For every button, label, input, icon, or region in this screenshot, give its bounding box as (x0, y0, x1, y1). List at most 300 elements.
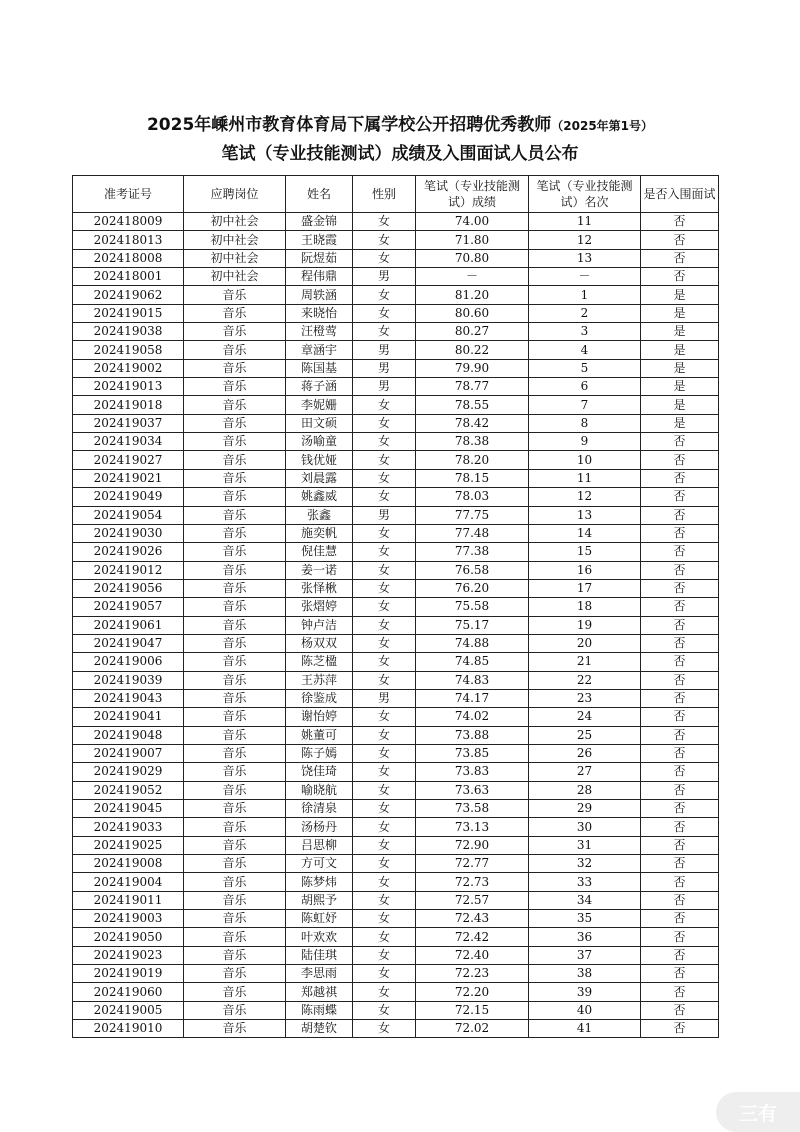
cell-name: 姜一诺 (286, 561, 353, 579)
cell-rank: 13 (529, 506, 641, 524)
cell-gender: 女 (353, 213, 416, 231)
cell-name: 施奕帆 (286, 524, 353, 542)
cell-gender: 女 (353, 965, 416, 983)
cell-gender: 女 (353, 231, 416, 249)
table-row (73, 634, 719, 652)
cell-exam-id: 202419061 (73, 616, 184, 634)
cell-score: 74.00 (416, 213, 529, 231)
cell-gender: 女 (353, 983, 416, 1001)
table-row (73, 616, 719, 634)
cell-gender: 女 (353, 653, 416, 671)
cell-interview: 是 (641, 341, 719, 359)
cell-gender: 女 (353, 561, 416, 579)
cell-interview: 否 (641, 689, 719, 707)
cell-exam-id: 202418013 (73, 231, 184, 249)
table-row (73, 268, 719, 286)
cell-gender: 女 (353, 744, 416, 762)
cell-score: 71.80 (416, 231, 529, 249)
cell-score: － (416, 268, 529, 286)
cell-position: 音乐 (184, 781, 286, 799)
cell-position: 音乐 (184, 396, 286, 414)
title-suffix: （2025年第1号） (551, 119, 654, 133)
cell-name: 徐鉴成 (286, 689, 353, 707)
cell-score: 78.03 (416, 488, 529, 506)
cell-exam-id: 202419012 (73, 561, 184, 579)
cell-rank: 30 (529, 818, 641, 836)
cell-exam-id: 202419006 (73, 653, 184, 671)
cell-rank: 41 (529, 1020, 641, 1038)
cell-exam-id: 202419025 (73, 836, 184, 854)
cell-rank: 16 (529, 561, 641, 579)
cell-gender: 男 (353, 268, 416, 286)
cell-position: 音乐 (184, 359, 286, 377)
table-row (73, 946, 719, 964)
cell-position: 音乐 (184, 653, 286, 671)
cell-interview: 否 (641, 598, 719, 616)
table-row (73, 744, 719, 762)
title-line-2: 笔试（专业技能测试）成绩及入围面试人员公布 (221, 144, 579, 164)
cell-position: 音乐 (184, 726, 286, 744)
cell-name: 汤杨丹 (286, 818, 353, 836)
cell-rank: 4 (529, 341, 641, 359)
cell-rank: 27 (529, 763, 641, 781)
cell-score: 72.90 (416, 836, 529, 854)
cell-gender: 男 (353, 378, 416, 396)
table-row (73, 1020, 719, 1038)
cell-rank: 2 (529, 304, 641, 322)
cell-gender: 女 (353, 524, 416, 542)
cell-gender: 女 (353, 433, 416, 451)
cell-interview: 否 (641, 616, 719, 634)
cell-name: 王苏萍 (286, 671, 353, 689)
cell-exam-id: 202419056 (73, 579, 184, 597)
cell-interview: 是 (641, 286, 719, 304)
cell-score: 78.42 (416, 414, 529, 432)
cell-position: 初中社会 (184, 249, 286, 267)
cell-rank: 25 (529, 726, 641, 744)
table-row (73, 506, 719, 524)
cell-gender: 女 (353, 579, 416, 597)
cell-rank: 15 (529, 543, 641, 561)
cell-name: 汪橙莺 (286, 323, 353, 341)
cell-score: 77.75 (416, 506, 529, 524)
cell-score: 81.20 (416, 286, 529, 304)
header-rank: 笔试（专业技能测试）名次 (529, 176, 641, 213)
header-name: 姓名 (286, 176, 353, 213)
cell-position: 初中社会 (184, 268, 286, 286)
cell-name: 郑越祺 (286, 983, 353, 1001)
cell-name: 陈梦炜 (286, 873, 353, 891)
cell-interview: 是 (641, 378, 719, 396)
cell-rank: 20 (529, 634, 641, 652)
cell-name: 杨双双 (286, 634, 353, 652)
cell-exam-id: 202419057 (73, 598, 184, 616)
table-row (73, 763, 719, 781)
cell-exam-id: 202419027 (73, 451, 184, 469)
cell-position: 初中社会 (184, 213, 286, 231)
cell-score: 72.20 (416, 983, 529, 1001)
cell-exam-id: 202419010 (73, 1020, 184, 1038)
cell-gender: 男 (353, 689, 416, 707)
cell-position: 音乐 (184, 634, 286, 652)
cell-position: 音乐 (184, 561, 286, 579)
cell-score: 72.15 (416, 1001, 529, 1019)
cell-name: 陈雨蝶 (286, 1001, 353, 1019)
table-row (73, 524, 719, 542)
header-interview: 是否入围面试 (641, 176, 719, 213)
cell-position: 音乐 (184, 286, 286, 304)
cell-interview: 是 (641, 396, 719, 414)
cell-name: 陈国基 (286, 359, 353, 377)
cell-exam-id: 202419060 (73, 983, 184, 1001)
cell-position: 音乐 (184, 1001, 286, 1019)
table-row (73, 965, 719, 983)
cell-gender: 女 (353, 488, 416, 506)
cell-interview: 否 (641, 744, 719, 762)
cell-exam-id: 202419013 (73, 378, 184, 396)
table-row (73, 818, 719, 836)
cell-gender: 女 (353, 304, 416, 322)
cell-score: 74.83 (416, 671, 529, 689)
cell-rank: 1 (529, 286, 641, 304)
cell-position: 音乐 (184, 304, 286, 322)
table-row (73, 451, 719, 469)
cell-rank: 38 (529, 965, 641, 983)
table-row (73, 873, 719, 891)
table-row (73, 671, 719, 689)
cell-name: 汤喻童 (286, 433, 353, 451)
cell-exam-id: 202418009 (73, 213, 184, 231)
cell-score: 74.17 (416, 689, 529, 707)
cell-rank: 33 (529, 873, 641, 891)
cell-interview: 否 (641, 800, 719, 818)
table-row (73, 469, 719, 487)
cell-rank: 5 (529, 359, 641, 377)
cell-position: 音乐 (184, 910, 286, 928)
cell-score: 76.58 (416, 561, 529, 579)
cell-name: 盛金锦 (286, 213, 353, 231)
cell-interview: 否 (641, 268, 719, 286)
table-row (73, 855, 719, 873)
cell-rank: 18 (529, 598, 641, 616)
cell-exam-id: 202419008 (73, 855, 184, 873)
cell-score: 73.83 (416, 763, 529, 781)
cell-exam-id: 202419005 (73, 1001, 184, 1019)
cell-name: 姚董可 (286, 726, 353, 744)
cell-interview: 否 (641, 818, 719, 836)
cell-interview: 否 (641, 488, 719, 506)
cell-score: 72.77 (416, 855, 529, 873)
cell-position: 音乐 (184, 433, 286, 451)
cell-interview: 否 (641, 910, 719, 928)
cell-exam-id: 202419030 (73, 524, 184, 542)
cell-score: 77.38 (416, 543, 529, 561)
cell-score: 73.13 (416, 818, 529, 836)
cell-rank: 19 (529, 616, 641, 634)
cell-score: 73.63 (416, 781, 529, 799)
cell-rank: 3 (529, 323, 641, 341)
table-row (73, 1001, 719, 1019)
cell-gender: 女 (353, 543, 416, 561)
cell-exam-id: 202419039 (73, 671, 184, 689)
cell-rank: 37 (529, 946, 641, 964)
cell-gender: 女 (353, 323, 416, 341)
cell-exam-id: 202419002 (73, 359, 184, 377)
cell-score: 72.23 (416, 965, 529, 983)
cell-exam-id: 202419041 (73, 708, 184, 726)
cell-interview: 否 (641, 469, 719, 487)
cell-score: 74.02 (416, 708, 529, 726)
cell-interview: 是 (641, 359, 719, 377)
cell-exam-id: 202419049 (73, 488, 184, 506)
cell-rank: 26 (529, 744, 641, 762)
cell-exam-id: 202419003 (73, 910, 184, 928)
cell-interview: 否 (641, 983, 719, 1001)
cell-exam-id: 202419045 (73, 800, 184, 818)
cell-rank: 29 (529, 800, 641, 818)
cell-interview: 否 (641, 433, 719, 451)
cell-position: 音乐 (184, 891, 286, 909)
cell-exam-id: 202419034 (73, 433, 184, 451)
cell-interview: 否 (641, 506, 719, 524)
cell-interview: 否 (641, 524, 719, 542)
cell-score: 73.88 (416, 726, 529, 744)
cell-score: 78.38 (416, 433, 529, 451)
cell-gender: 女 (353, 414, 416, 432)
cell-score: 72.43 (416, 910, 529, 928)
cell-rank: 11 (529, 469, 641, 487)
cell-rank: 23 (529, 689, 641, 707)
table-row (73, 286, 719, 304)
table-row (73, 561, 719, 579)
table-row (73, 396, 719, 414)
cell-name: 王晓霞 (286, 231, 353, 249)
cell-gender: 男 (353, 506, 416, 524)
table-row (73, 433, 719, 451)
cell-interview: 否 (641, 451, 719, 469)
cell-name: 陈虹妤 (286, 910, 353, 928)
cell-name: 来晓怡 (286, 304, 353, 322)
cell-name: 叶欢欢 (286, 928, 353, 946)
cell-exam-id: 202419038 (73, 323, 184, 341)
cell-name: 刘晨露 (286, 469, 353, 487)
cell-position: 音乐 (184, 598, 286, 616)
table-row (73, 910, 719, 928)
cell-position: 音乐 (184, 855, 286, 873)
cell-interview: 否 (641, 873, 719, 891)
cell-rank: 21 (529, 653, 641, 671)
cell-score: 70.80 (416, 249, 529, 267)
cell-position: 音乐 (184, 543, 286, 561)
cell-position: 音乐 (184, 836, 286, 854)
cell-name: 胡楚钦 (286, 1020, 353, 1038)
title-line-1 (0, 112, 800, 139)
cell-name: 倪佳慧 (286, 543, 353, 561)
cell-interview: 否 (641, 249, 719, 267)
cell-position: 音乐 (184, 708, 286, 726)
cell-position: 音乐 (184, 744, 286, 762)
cell-interview: 否 (641, 965, 719, 983)
cell-name: 陈子嫣 (286, 744, 353, 762)
cell-exam-id: 202419018 (73, 396, 184, 414)
table-row (73, 726, 719, 744)
cell-score: 80.27 (416, 323, 529, 341)
cell-position: 音乐 (184, 451, 286, 469)
cell-score: 78.55 (416, 396, 529, 414)
header-gender: 性别 (353, 176, 416, 213)
cell-position: 音乐 (184, 488, 286, 506)
cell-rank: 35 (529, 910, 641, 928)
cell-score: 75.58 (416, 598, 529, 616)
cell-rank: 28 (529, 781, 641, 799)
cell-score: 73.58 (416, 800, 529, 818)
cell-exam-id: 202418001 (73, 268, 184, 286)
table-row (73, 689, 719, 707)
cell-exam-id: 202419033 (73, 818, 184, 836)
cell-gender: 女 (353, 763, 416, 781)
cell-exam-id: 202419029 (73, 763, 184, 781)
cell-rank: 8 (529, 414, 641, 432)
cell-gender: 女 (353, 726, 416, 744)
cell-score: 72.57 (416, 891, 529, 909)
cell-name: 方可文 (286, 855, 353, 873)
table-row (73, 928, 719, 946)
cell-interview: 否 (641, 1020, 719, 1038)
cell-rank: 17 (529, 579, 641, 597)
cell-name: 张怿楸 (286, 579, 353, 597)
cell-gender: 女 (353, 873, 416, 891)
cell-gender: 女 (353, 855, 416, 873)
cell-interview: 否 (641, 708, 719, 726)
cell-gender: 男 (353, 341, 416, 359)
cell-score: 72.42 (416, 928, 529, 946)
cell-position: 音乐 (184, 414, 286, 432)
cell-score: 78.20 (416, 451, 529, 469)
table-row (73, 708, 719, 726)
cell-gender: 女 (353, 946, 416, 964)
cell-interview: 否 (641, 946, 719, 964)
cell-exam-id: 202419043 (73, 689, 184, 707)
header-position: 应聘岗位 (184, 176, 286, 213)
cell-interview: 否 (641, 671, 719, 689)
cell-name: 陈芝楹 (286, 653, 353, 671)
cell-interview: 否 (641, 231, 719, 249)
cell-interview: 否 (641, 928, 719, 946)
cell-score: 76.20 (416, 579, 529, 597)
cell-score: 79.90 (416, 359, 529, 377)
watermark-text: 三有 (738, 1102, 777, 1125)
cell-score: 72.02 (416, 1020, 529, 1038)
cell-name: 阮煜茹 (286, 249, 353, 267)
cell-score: 74.88 (416, 634, 529, 652)
cell-exam-id: 202419054 (73, 506, 184, 524)
cell-position: 音乐 (184, 763, 286, 781)
cell-rank: 10 (529, 451, 641, 469)
cell-interview: 否 (641, 763, 719, 781)
cell-score: 78.77 (416, 378, 529, 396)
table-row (73, 543, 719, 561)
cell-gender: 女 (353, 800, 416, 818)
cell-interview: 否 (641, 561, 719, 579)
cell-position: 音乐 (184, 1020, 286, 1038)
cell-rank: 14 (529, 524, 641, 542)
cell-rank: 7 (529, 396, 641, 414)
cell-gender: 女 (353, 598, 416, 616)
cell-interview: 否 (641, 836, 719, 854)
cell-gender: 女 (353, 286, 416, 304)
cell-exam-id: 202419048 (73, 726, 184, 744)
table-row (73, 323, 719, 341)
cell-position: 音乐 (184, 689, 286, 707)
cell-interview: 否 (641, 781, 719, 799)
cell-position: 音乐 (184, 965, 286, 983)
cell-name: 章涵宇 (286, 341, 353, 359)
table-row (73, 213, 719, 231)
cell-name: 胡熙予 (286, 891, 353, 909)
watermark-logo (716, 1092, 800, 1132)
cell-interview: 否 (641, 1001, 719, 1019)
header-exam-id: 准考证号 (73, 176, 184, 213)
cell-score: 75.17 (416, 616, 529, 634)
table-row (73, 378, 719, 396)
cell-rank: 12 (529, 231, 641, 249)
cell-gender: 女 (353, 910, 416, 928)
scores-table (72, 175, 719, 1038)
cell-interview: 否 (641, 653, 719, 671)
cell-name: 姚鑫威 (286, 488, 353, 506)
cell-position: 音乐 (184, 469, 286, 487)
title-main: 2025年嵊州市教育体育局下属学校公开招聘优秀教师 (146, 115, 552, 135)
cell-position: 音乐 (184, 378, 286, 396)
cell-exam-id: 202419052 (73, 781, 184, 799)
cell-rank: 31 (529, 836, 641, 854)
cell-name: 饶佳琦 (286, 763, 353, 781)
cell-exam-id: 202419004 (73, 873, 184, 891)
cell-interview: 否 (641, 579, 719, 597)
cell-exam-id: 202419037 (73, 414, 184, 432)
cell-name: 张鑫 (286, 506, 353, 524)
cell-rank: － (529, 268, 641, 286)
cell-rank: 36 (529, 928, 641, 946)
cell-exam-id: 202419062 (73, 286, 184, 304)
cell-interview: 是 (641, 323, 719, 341)
document-title (0, 112, 800, 169)
table-row (73, 341, 719, 359)
table-row (73, 781, 719, 799)
table-row (73, 488, 719, 506)
cell-gender: 女 (353, 708, 416, 726)
cell-name: 吕思柳 (286, 836, 353, 854)
cell-position: 音乐 (184, 671, 286, 689)
cell-interview: 否 (641, 726, 719, 744)
cell-gender: 男 (353, 359, 416, 377)
cell-gender: 女 (353, 249, 416, 267)
table-row (73, 800, 719, 818)
cell-rank: 34 (529, 891, 641, 909)
cell-rank: 40 (529, 1001, 641, 1019)
cell-exam-id: 202419047 (73, 634, 184, 652)
table-row (73, 598, 719, 616)
cell-rank: 13 (529, 249, 641, 267)
cell-gender: 女 (353, 1020, 416, 1038)
cell-rank: 12 (529, 488, 641, 506)
cell-name: 周轶涵 (286, 286, 353, 304)
cell-gender: 女 (353, 1001, 416, 1019)
table-row (73, 304, 719, 322)
cell-name: 钱优娅 (286, 451, 353, 469)
cell-score: 72.40 (416, 946, 529, 964)
table-row (73, 414, 719, 432)
